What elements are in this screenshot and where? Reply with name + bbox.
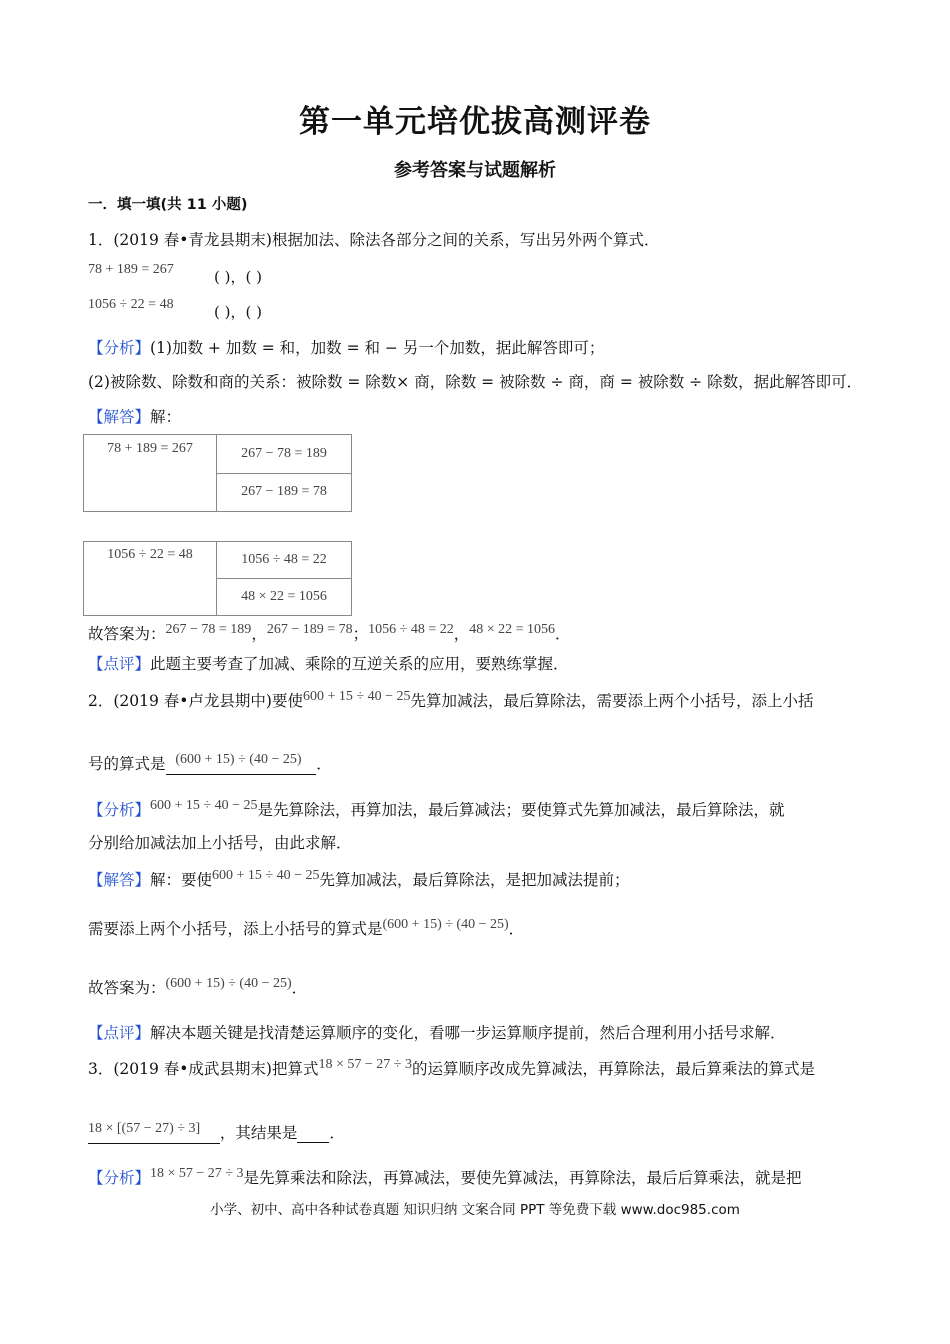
table-cell: 78 + 189 = 267 [84, 435, 217, 512]
math-expr: 18 × 57 − 27 ÷ 3 [318, 1057, 412, 1072]
q2-stem: 2．(2019 春•卢龙县期中)要使600 + 15 ÷ 40 − 25先算加减法，最后算除法，需要添上两个小括号，添上小括 [88, 689, 814, 710]
q2-analysis: 【分析】600 + 15 ÷ 40 − 25是先算除法，再算加法，最后算减法；要使算式先算加减法，最后算除法，就 [88, 798, 785, 819]
analysis-tag: 【分析】 [88, 801, 151, 819]
q1-table-division [83, 541, 352, 616]
comment-tag: 【点评】 [88, 655, 151, 673]
section-heading: 一．填一填(共 11 小题) [88, 197, 248, 213]
q2-answer-2: 需要添上两个小括号，添上小括号的算式是(600 + 15) ÷ (40 − 25)． [88, 917, 525, 938]
math-expr: (600 + 15) ÷ (40 − 25) [175, 752, 302, 767]
q2-final: 故答案为：(600 + 15) ÷ (40 − 25)． [88, 976, 308, 997]
q2-stem-line2: 号的算式是 (600 + 15) ÷ (40 − 25) ． [88, 752, 332, 773]
q2-analysis-2: 分别给加减法加上小括号，由此求解． [88, 834, 352, 852]
table-cell: 1056 ÷ 48 = 22 [217, 542, 352, 579]
page-subtitle: 参考答案与试题解析 [394, 160, 556, 181]
table-cell: 267 − 189 = 78 [217, 473, 352, 512]
table-cell: 48 × 22 = 1056 [217, 579, 352, 616]
table-cell: 267 − 78 = 189 [217, 435, 352, 474]
analysis-tag: 【分析】 [88, 1169, 151, 1187]
q1-answer [88, 405, 181, 427]
q1-comment: 【点评】此题主要考查了加减、乘除的互逆关系的应用，要熟练掌握． [88, 655, 569, 673]
math-expr: (600 + 15) ÷ (40 − 25) [165, 976, 292, 991]
footer-banner: 小学、初中、高中各种试卷真题 知识归纳 文案合同 PPT 等免费下载 www.doc985.com [210, 1202, 740, 1218]
math-expr: (600 + 15) ÷ (40 − 25) [382, 917, 509, 932]
math-expr: 48 × 22 = 1056 [469, 622, 556, 637]
q2-comment: 【点评】解决本题关键是找清楚运算顺序的变化，看哪一步运算顺序提前，然后合理利用小括号求解． [88, 1024, 786, 1042]
q2-answer: 【解答】解：要使600 + 15 ÷ 40 − 25先算加减法，最后算除法，是把加减法提前； [88, 868, 630, 889]
answer-blank [297, 1124, 329, 1143]
math-expr: 18 × [(57 − 27) ÷ 3] [88, 1121, 201, 1136]
q1-final: 故答案为：267 − 78 = 189，267 − 189 = 78；1056 ÷ 48 = 22，48 × 22 = 1056． [88, 622, 571, 643]
math-expr: 600 + 15 ÷ 40 − 25 [150, 798, 258, 813]
q1-analysis-2: (2)被除数、除数和商的关系：被除数 = 除数× 商，除数 = 被除数 ÷ 商，商 = 被除数 ÷ 除数，据此解答即可． [88, 373, 863, 391]
q1-answer-lead: 解： [150, 408, 182, 426]
q3-stem-line2: 18 × [(57 − 27) ÷ 3] ，其结果是 ． [88, 1121, 345, 1142]
final-lead: 故答案为： [88, 625, 166, 643]
math-expr: 18 × 57 − 27 ÷ 3 [150, 1166, 244, 1181]
answer-blank [166, 752, 317, 775]
q1-analysis-1: (1)加数 + 加数 = 和，加数 = 和 − 另一个加数，据此解答即可； [150, 339, 605, 357]
q1-stem: 1．(2019 春•青龙县期末)根据加法、除法各部分之间的关系，写出另外两个算式． [88, 231, 660, 249]
q1-eq1: 78 + 189 = 267 [88, 262, 174, 277]
q1-paren-2: ( )，( ) [214, 303, 262, 321]
math-expr: 600 + 15 ÷ 40 − 25 [302, 689, 411, 704]
q3-stem: 3．(2019 春•成武县期末)把算式18 × 57 − 27 ÷ 3的运算顺序改成先算减法，再算除法，最后算乘法的算式是 [88, 1057, 815, 1078]
math-expr: 267 − 189 = 78 [266, 622, 353, 637]
answer-tag: 【解答】 [88, 871, 151, 889]
comment-tag: 【点评】 [88, 1024, 151, 1042]
q1-eq2: 1056 ÷ 22 = 48 [88, 297, 174, 312]
analysis-tag: 【分析】 [88, 339, 151, 357]
table-cell: 1056 ÷ 22 = 48 [84, 542, 217, 616]
q1-paren-1: ( )，( ) [214, 268, 262, 286]
q3-analysis: 【分析】18 × 57 − 27 ÷ 3是先算乘法和除法，再算减法，要使先算减法，再算除法，最后后算乘法，就是把 [88, 1166, 802, 1187]
math-expr: 600 + 15 ÷ 40 − 25 [212, 868, 320, 883]
page-title: 第一单元培优拔高测评卷 [299, 104, 651, 140]
math-expr: 1056 ÷ 48 = 22 [368, 622, 454, 637]
answer-tag: 【解答】 [88, 408, 151, 426]
math-expr: 267 − 78 = 189 [165, 622, 252, 637]
q1-table-addition [83, 434, 352, 512]
q1-analysis [88, 336, 604, 358]
